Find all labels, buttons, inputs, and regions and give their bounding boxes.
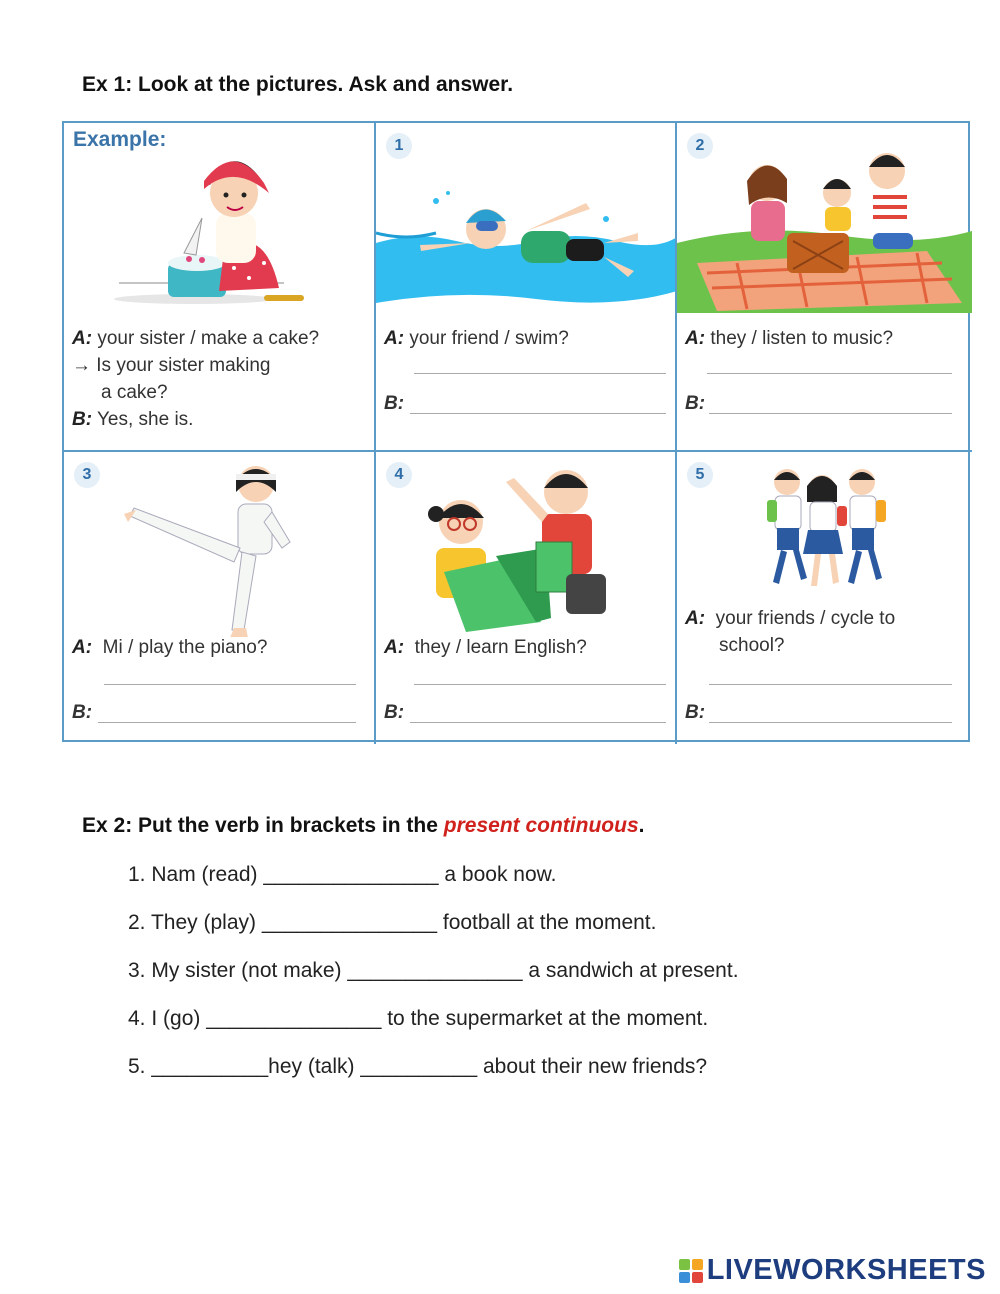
question-text-line2: school? [719,635,785,656]
girl-making-cake-illustration [64,123,376,333]
children-learning-english-illustration [376,452,677,637]
question-number: 4 [386,462,412,488]
answer-blank-b[interactable] [709,722,952,723]
question-number: 1 [386,133,412,159]
answer-b-row: B: [685,393,706,414]
question-text: A: your friend / swim? [384,328,569,349]
exercise-2-title: Ex 2: Put the verb in brackets in the present continuous. [82,814,645,837]
answer-b-row: B: [384,393,405,414]
question-text: A: they / learn English? [384,637,587,658]
liveworksheets-logo [679,1254,986,1287]
question-cell-3 [64,452,376,744]
question-cell-1 [376,123,677,452]
question-text: A: Mi / play the piano? [72,637,268,658]
family-picnic-illustration [677,123,972,333]
sentence-2[interactable]: 2. They (play) _______________ football at the moment. [128,911,657,934]
answer-blank-a[interactable] [414,684,666,685]
sentence-4[interactable]: 4. I (go) _______________ to the supermarket at the moment. [128,1007,709,1030]
question-cell-4 [376,452,677,744]
girl-karate-illustration [64,452,376,637]
question-text-line1: A: your friends / cycle to [685,608,896,629]
answer-b-row: B: [685,702,706,723]
example-answer-line1: → Is your sister making [72,355,271,376]
highlight-text: present continuous [443,814,639,837]
answer-blank-b[interactable] [709,413,952,414]
boy-swimming-illustration [376,123,677,333]
question-cell-5 [677,452,972,744]
answer-blank-a[interactable] [414,373,666,374]
question-number: 5 [687,462,713,488]
question-number: 3 [74,462,100,488]
answer-blank-a[interactable] [707,373,952,374]
exercise-2-sentences [128,860,739,1100]
example-question: A: your sister / make a cake? [72,328,320,349]
answer-b-row: B: [72,702,93,723]
sentence-1[interactable]: 1. Nam (read) _______________ a book now. [128,863,557,886]
example-cell [64,123,376,452]
logo-squares-icon [679,1259,703,1283]
sentence-5[interactable]: 5. __________hey (talk) __________ about their new friends? [128,1055,708,1078]
answer-blank-b[interactable] [98,722,356,723]
answer-blank-a[interactable] [104,684,356,685]
example-label: Example: [73,128,167,151]
answer-blank-b[interactable] [410,722,666,723]
arrow-icon: → [72,355,91,376]
exercise-1-grid [62,121,970,742]
question-text: A: they / listen to music? [685,328,894,349]
friends-walking-to-school-illustration [677,452,972,602]
answer-blank-a[interactable] [709,684,952,685]
sentence-3[interactable]: 3. My sister (not make) _______________ a sandwich at present. [128,959,739,982]
question-cell-2 [677,123,972,452]
answer-blank-b[interactable] [410,413,666,414]
example-response: B: Yes, she is. [72,409,194,430]
question-number: 2 [687,133,713,159]
example-answer-line2: a cake? [101,382,168,403]
exercise-1-title: Ex 1: Look at the pictures. Ask and answer. [82,73,514,96]
logo-text: LIVEWORKSHEETS [706,1254,986,1286]
answer-b-row: B: [384,702,405,723]
